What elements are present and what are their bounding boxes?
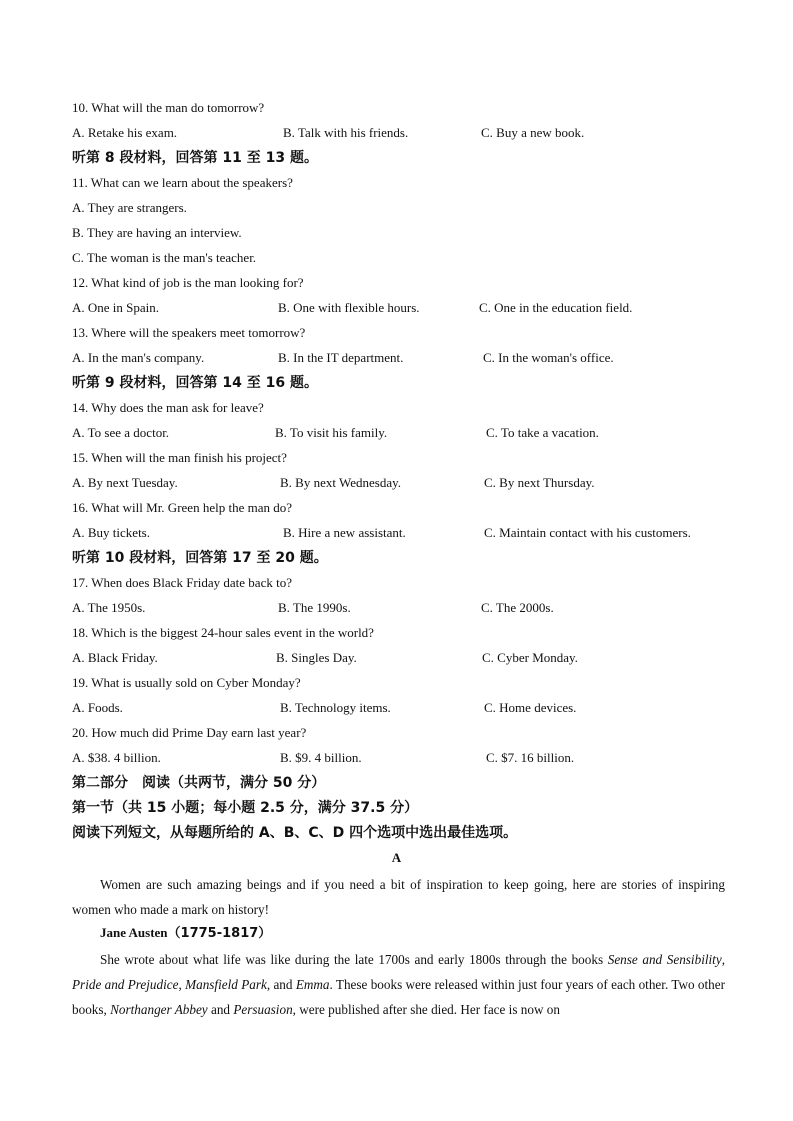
question-16 <box>72 500 292 516</box>
question-17 <box>72 575 292 591</box>
subheading-jane-austen <box>100 925 271 942</box>
paragraph-text: She wrote about what life was like during the late 1700s and early 1800s through the books <box>100 952 608 967</box>
section-heading-10: 听第 10 段材料，回答第 17 至 20 题。 <box>72 550 328 566</box>
question-19 <box>72 675 301 691</box>
question-text: 11. What can we learn about the speakers? <box>72 175 293 190</box>
option-c: C. The 2000s. <box>481 600 554 615</box>
book-title: Northanger Abbey <box>110 1002 208 1017</box>
book-title: Sense and Sensibility <box>607 952 722 967</box>
option-b: B. By next Wednesday. <box>280 475 401 490</box>
question-13 <box>72 325 305 341</box>
book-title: Pride and Prejudice <box>72 977 179 992</box>
option-b: B. The 1990s. <box>278 600 351 615</box>
question-text: 12. What kind of job is the man looking for? <box>72 275 304 290</box>
paragraph-text: . These books were released within just four years of each other. Two other books, <box>72 977 725 1017</box>
separator: , and <box>266 977 296 992</box>
option-b: B. They are having an interview. <box>72 225 242 240</box>
option-b: B. In the IT department. <box>278 350 404 365</box>
option-c: C. To take a vacation. <box>486 425 599 440</box>
option-a: A. The 1950s. <box>72 600 146 615</box>
option-c: C. The woman is the man's teacher. <box>72 250 257 265</box>
option-a: A. In the man's company. <box>72 350 205 365</box>
option-a: A. Retake his exam. <box>72 125 178 140</box>
option-c: C. Home devices. <box>484 700 577 715</box>
option-c: C. $7. 16 billion. <box>486 750 575 765</box>
option-b: B. One with flexible hours. <box>278 300 420 315</box>
separator: , <box>721 952 725 967</box>
option-a: A. They are strangers. <box>72 200 187 215</box>
question-text: 13. Where will the speakers meet tomorrow? <box>72 325 306 340</box>
separator: , <box>178 977 186 992</box>
intro-text: Women are such amazing beings and if you need a bit of inspiration to keep going, here are stories of inspiring women who made a mark on history! <box>72 877 725 917</box>
question-15 <box>72 450 287 466</box>
question-11 <box>72 175 293 191</box>
option-c: C. Buy a new book. <box>481 125 585 140</box>
separator: and <box>207 1002 234 1017</box>
passage-letter: A <box>391 850 402 865</box>
part-two-heading: 第二部分 阅读（共两节，满分 50 分） <box>72 775 326 791</box>
section-heading-8: 听第 8 段材料，回答第 11 至 13 题。 <box>72 150 318 166</box>
question-text: 17. When does Black Friday date back to? <box>72 575 292 590</box>
question-12 <box>72 275 304 291</box>
book-title: Emma <box>295 977 330 992</box>
passage-paragraph <box>72 947 725 1022</box>
option-c: C. By next Thursday. <box>484 475 595 490</box>
question-text: 16. What will Mr. Green help the man do? <box>72 500 292 515</box>
passage-intro <box>72 872 725 922</box>
question-text: 15. When will the man finish his project? <box>72 450 287 465</box>
person-years: （1775-1817） <box>167 926 272 941</box>
question-text: 19. What is usually sold on Cyber Monday? <box>72 675 301 690</box>
option-a: A. $38. 4 billion. <box>72 750 161 765</box>
option-a: A. Foods. <box>72 700 123 715</box>
paragraph-text: , were published after she died. Her face is now on <box>292 1002 560 1017</box>
option-c: C. Cyber Monday. <box>482 650 578 665</box>
option-a: A. Black Friday. <box>72 650 158 665</box>
question-text: 10. What will the man do tomorrow? <box>72 100 265 115</box>
option-b: B. Singles Day. <box>276 650 357 665</box>
option-c: C. In the woman's office. <box>483 350 614 365</box>
option-b: B. Talk with his friends. <box>283 125 409 140</box>
question-text: 18. Which is the biggest 24-hour sales event in the world? <box>72 625 374 640</box>
option-a: A. By next Tuesday. <box>72 475 178 490</box>
option-b: B. $9. 4 billion. <box>280 750 362 765</box>
section-one-heading: 第一节（共 15 小题；每小题 2.5 分，满分 37.5 分） <box>72 800 419 816</box>
person-name: Jane Austen <box>100 925 168 940</box>
question-14 <box>72 400 264 416</box>
section-heading-9: 听第 9 段材料，回答第 14 至 16 题。 <box>72 375 318 391</box>
book-title: Mansfield Park <box>185 977 267 992</box>
question-10 <box>72 100 264 116</box>
book-title: Persuasion <box>233 1002 293 1017</box>
option-b: B. To visit his family. <box>275 425 388 440</box>
question-text: 20. How much did Prime Day earn last year? <box>72 725 307 740</box>
option-b: B. Hire a new assistant. <box>283 525 406 540</box>
option-a: A. One in Spain. <box>72 300 160 315</box>
question-text: 14. Why does the man ask for leave? <box>72 400 264 415</box>
option-a: A. To see a doctor. <box>72 425 170 440</box>
reading-instruction: 阅读下列短文，从每题所给的 A、B、C、D 四个选项中选出最佳选项。 <box>72 825 518 841</box>
question-20 <box>72 725 306 741</box>
option-a: A. Buy tickets. <box>72 525 150 540</box>
option-c: C. One in the education field. <box>479 300 633 315</box>
option-b: B. Technology items. <box>280 700 391 715</box>
option-c: C. Maintain contact with his customers. <box>484 525 691 540</box>
question-18 <box>72 625 374 641</box>
